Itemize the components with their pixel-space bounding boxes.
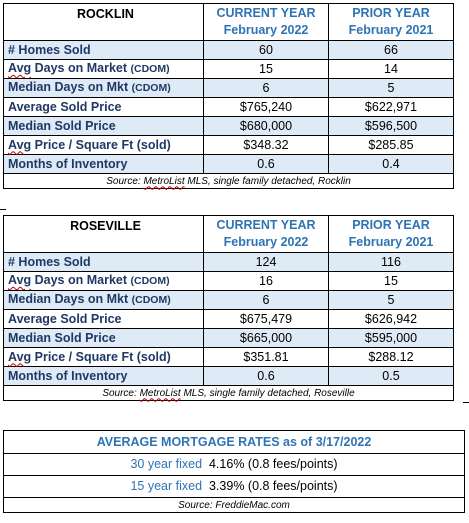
label-text: Median Days on Mkt xyxy=(8,80,132,94)
prior-year-header xyxy=(329,4,454,41)
current-value: 124 xyxy=(204,253,329,272)
row-label xyxy=(4,291,204,310)
current-value: 15 xyxy=(204,60,329,79)
label-word: Avg xyxy=(8,273,32,287)
page-edge-mark xyxy=(0,209,6,210)
prior-value: $595,000 xyxy=(329,329,454,348)
label-note: (CDOM) xyxy=(130,63,170,75)
source-prefix: Source: xyxy=(106,175,144,187)
source-note: Source: FreddieMac.com xyxy=(4,498,465,513)
rate-value: 4.16% (0.8 fees/points) xyxy=(208,457,338,471)
current-value: $351.81 xyxy=(204,348,329,367)
row-label xyxy=(4,60,204,79)
city-name: ROSEVILLE xyxy=(4,216,204,253)
row-label: Months of Inventory xyxy=(4,155,204,174)
prior-value: 66 xyxy=(329,41,454,60)
label-note: (CDOM) xyxy=(130,275,170,287)
table-row xyxy=(4,60,454,79)
row-label: # Homes Sold xyxy=(4,41,204,60)
row-label: Median Sold Price xyxy=(4,329,204,348)
table-row xyxy=(4,329,454,348)
label-note: (CDOM) xyxy=(131,82,171,94)
prior-year-header xyxy=(329,216,454,253)
label-word: Avg xyxy=(8,349,32,364)
source-row xyxy=(4,386,454,401)
rate-cell xyxy=(4,454,465,476)
current-value: $765,240 xyxy=(204,98,329,117)
prior-value: 0.5 xyxy=(329,367,454,386)
current-value: 6 xyxy=(204,79,329,98)
label-rest: Price / Square Ft (sold) xyxy=(31,349,171,364)
prior-year-title: PRIOR YEAR xyxy=(352,6,430,20)
table-row xyxy=(4,272,454,291)
source-rest: MLS, single family detached, Roseville xyxy=(180,387,355,399)
table-row xyxy=(4,253,454,272)
prior-value: 0.4 xyxy=(329,155,454,174)
source-note xyxy=(4,386,454,401)
label-rest: Days on Market xyxy=(31,273,131,287)
table-row xyxy=(4,98,454,117)
prior-value: 5 xyxy=(329,291,454,310)
prior-value: $626,942 xyxy=(329,310,454,329)
prior-year-period: February 2021 xyxy=(348,23,434,37)
roseville-stats-table xyxy=(3,215,454,401)
current-value: 60 xyxy=(204,41,329,60)
mortgage-rate-row xyxy=(4,476,465,498)
prior-value: $288.12 xyxy=(329,348,454,367)
row-label: Median Sold Price xyxy=(4,117,204,136)
prior-value: 5 xyxy=(329,79,454,98)
current-year-header xyxy=(204,4,329,41)
prior-year-title: PRIOR YEAR xyxy=(352,218,430,232)
row-label: Average Sold Price xyxy=(4,310,204,329)
mortgage-title-row xyxy=(4,431,465,454)
rate-cell xyxy=(4,476,465,498)
table-row xyxy=(4,291,454,310)
current-value: $665,000 xyxy=(204,329,329,348)
prior-value: 15 xyxy=(329,272,454,291)
table-header-row xyxy=(4,216,454,253)
table-row xyxy=(4,136,454,155)
current-value: 0.6 xyxy=(204,155,329,174)
source-row xyxy=(4,174,454,189)
row-label xyxy=(4,136,204,155)
prior-year-period: February 2021 xyxy=(348,235,434,249)
current-year-period: February 2022 xyxy=(223,23,309,37)
source-rest: MLS, single family detached, Rocklin xyxy=(184,175,351,187)
rate-value: 3.39% (0.8 fees/points) xyxy=(208,479,338,493)
current-year-header xyxy=(204,216,329,253)
source-word: MetroList xyxy=(143,175,185,187)
current-value: 16 xyxy=(204,272,329,291)
table-row xyxy=(4,41,454,60)
source-word: MetroList xyxy=(139,387,181,399)
row-label xyxy=(4,348,204,367)
row-label xyxy=(4,79,204,98)
label-note: (CDOM) xyxy=(131,294,171,306)
prior-value: $622,971 xyxy=(329,98,454,117)
table-header-row xyxy=(4,4,454,41)
rocklin-stats-table xyxy=(3,3,454,189)
label-word: Avg xyxy=(8,137,32,152)
prior-value: 116 xyxy=(329,253,454,272)
current-year-title: CURRENT YEAR xyxy=(216,218,316,232)
current-value: $675,479 xyxy=(204,310,329,329)
label-rest: Days on Market xyxy=(31,61,131,75)
table-row xyxy=(4,117,454,136)
table-row xyxy=(4,367,454,386)
loan-term: 30 year fixed xyxy=(130,457,203,471)
row-label xyxy=(4,272,204,291)
prior-value: $596,500 xyxy=(329,117,454,136)
table-row xyxy=(4,79,454,98)
source-row xyxy=(4,498,465,513)
prior-value: $285.85 xyxy=(329,136,454,155)
source-note xyxy=(4,174,454,189)
source-prefix: Source: xyxy=(102,387,140,399)
label-word: Avg xyxy=(8,61,32,75)
mortgage-rates-table xyxy=(3,430,465,513)
mortgage-title: AVERAGE MORTGAGE RATES as of 3/17/2022 xyxy=(4,431,465,454)
current-value: $680,000 xyxy=(204,117,329,136)
current-year-title: CURRENT YEAR xyxy=(216,6,316,20)
current-value: $348.32 xyxy=(204,136,329,155)
row-label: # Homes Sold xyxy=(4,253,204,272)
prior-value: 14 xyxy=(329,60,454,79)
current-value: 6 xyxy=(204,291,329,310)
city-name: ROCKLIN xyxy=(4,4,204,41)
page-edge-mark xyxy=(463,402,469,403)
current-year-period: February 2022 xyxy=(223,235,309,249)
current-value: 0.6 xyxy=(204,367,329,386)
loan-term: 15 year fixed xyxy=(130,479,203,493)
row-label: Average Sold Price xyxy=(4,98,204,117)
label-text: Median Days on Mkt xyxy=(8,292,132,306)
row-label: Months of Inventory xyxy=(4,367,204,386)
mortgage-rate-row xyxy=(4,454,465,476)
table-row xyxy=(4,348,454,367)
label-rest: Price / Square Ft (sold) xyxy=(31,137,171,152)
table-row xyxy=(4,155,454,174)
table-row xyxy=(4,310,454,329)
